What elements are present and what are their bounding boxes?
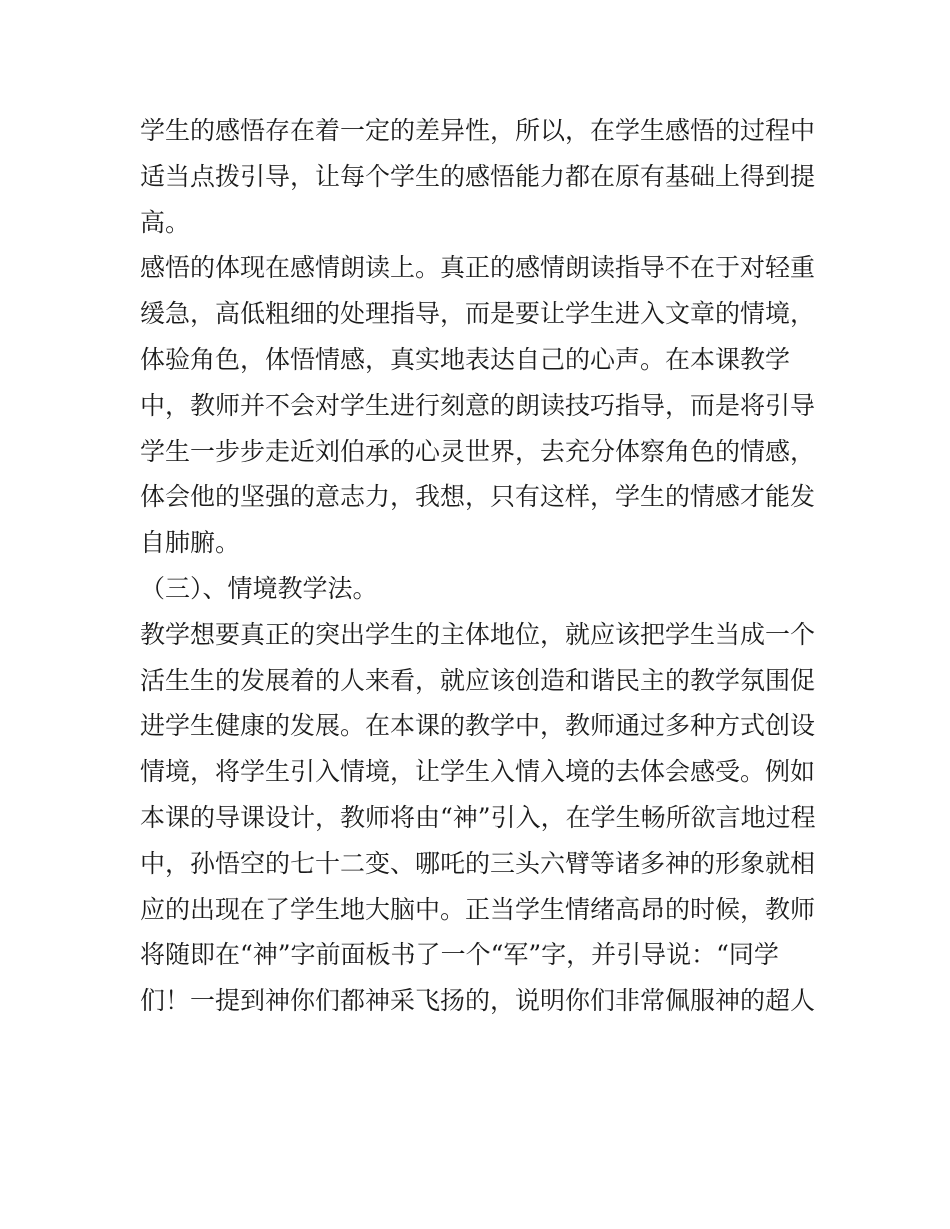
section-heading: （三）、情境教学法。	[140, 573, 378, 603]
text-line: 学生一步步走近刘伯承的心灵世界，去充分体察角色的情感，	[140, 436, 816, 466]
text-line: 感悟的体现在感情朗读上。真正的感情朗读指导不在于对轻重	[140, 253, 816, 283]
text-line: 体会他的坚强的意志力，我想，只有这样，学生的情感才能发	[140, 482, 816, 512]
text-line: 情境，将学生引入情境，让学生入情入境的去体会感受。例如	[140, 757, 816, 787]
text-line: 自肺腑。	[140, 528, 241, 558]
text-line: 中，教师并不会对学生进行刻意的朗读技巧指导，而是将引导	[140, 390, 816, 420]
text-line: 应的出现在了学生地大脑中。正当学生情绪高昂的时候，教师	[140, 894, 816, 924]
text-line: 学生的感悟存在着一定的差异性，所以，在学生感悟的过程中	[140, 116, 816, 145]
text-line: 教学想要真正的突出学生的主体地位，就应该把学生当成一个	[140, 619, 816, 649]
text-line: 缓急，高低粗细的处理指导，而是要让学生进入文章的情境，	[140, 299, 816, 329]
text-line: 们！一提到神你们都神采飞扬的，说明你们非常佩服神的超人	[140, 986, 816, 1016]
text-line: 本课的导课设计，教师将由“神”引入，在学生畅所欲言地过程	[140, 802, 816, 832]
text-line: 进学生健康的发展。在本课的教学中，教师通过多种方式创设	[140, 711, 816, 741]
text-line: 中，孙悟空的七十二变、哪吒的三头六臂等诸多神的形象就相	[140, 848, 816, 878]
text-line: 将随即在“神”字前面板书了一个“军”字，并引导说：“同学	[140, 940, 779, 970]
text-line: 体验角色，体悟情感，真实地表达自己的心声。在本课教学	[140, 344, 791, 374]
body-text	[140, 108, 820, 1024]
text-line: 高。	[140, 207, 191, 237]
text-line: 适当点拨引导，让每个学生的感悟能力都在原有基础上得到提	[140, 161, 816, 191]
text-line: 活生生的发展着的人来看，就应该创造和谐民主的教学氛围促	[140, 665, 816, 695]
